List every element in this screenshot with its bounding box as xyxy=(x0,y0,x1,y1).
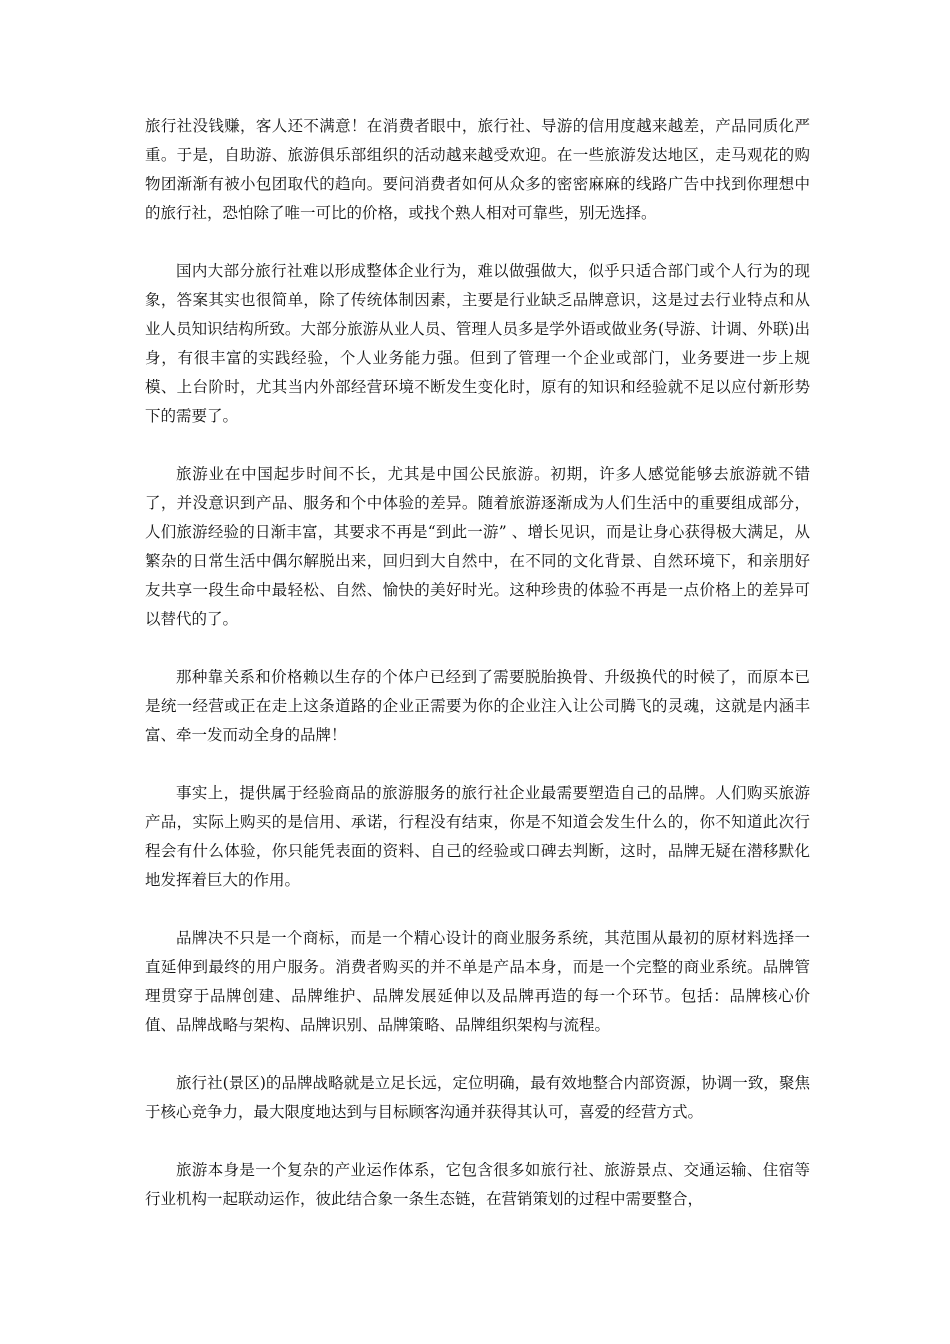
paragraph-2: 国内大部分旅行社难以形成整体企业行为，难以做强做大，似乎只适合部门或个人行为的现象，答案其实也很简单，除了传统体制因素，主要是行业缺乏品牌意识，这是过去行业特点和从业人员知识结构所致。大部分旅游从业人员、管理人员多是学外语或做业务(导游、计调、外联)出身，有很丰富的实践经验，个人业务能力强。但到了管理一个企业或部门，业务要进一步上规模、上台阶时，尤其当内外部经营环境不断发生变化时，原有的知识和经验就不足以应付新形势下的需要了。 xyxy=(145,262,810,425)
paragraph-5: 事实上，提供属于经验商品的旅游服务的旅行社企业最需要塑造自己的品牌。人们购买旅游产品，实际上购买的是信用、承诺，行程没有结束，你是不知道会发生什么的，你不知道此次行程会有什么体验，你只能凭表面的资料、自己的经验或口碑去判断，这时，品牌无疑在潜移默化地发挥着巨大的作用。 xyxy=(145,784,810,889)
document-page xyxy=(145,112,810,1243)
paragraph-4: 那种靠关系和价格赖以生存的个体户已经到了需要脱胎换骨、升级换代的时候了，而原本已是统一经营或正在走上这条道路的企业正需要为你的企业注入让公司腾飞的灵魂，这就是内涵丰富、牵一发而动全身的品牌！ xyxy=(145,668,810,744)
paragraph-7: 旅行社(景区)的品牌战略就是立足长远，定位明确，最有效地整合内部资源，协调一致，聚焦于核心竞争力，最大限度地达到与目标顾客沟通并获得其认可，喜爱的经营方式。 xyxy=(145,1074,810,1121)
paragraph-3: 旅游业在中国起步时间不长，尤其是中国公民旅游。初期，许多人感觉能够去旅游就不错了，并没意识到产品、服务和个中体验的差异。随着旅游逐渐成为人们生活中的重要组成部分，人们旅游经验的日渐丰富，其要求不再是“到此一游” 、增长见识，而是让身心获得极大满足，从繁杂的日常生活中偶尔解脱出来，回归到大自然中，在不同的文化背景、自然环境下，和亲朋好友共享一段生命中最轻松、自然、愉快的美好时光。这种珍贵的体验不再是一点价格上的差异可以替代的了。 xyxy=(145,465,810,628)
paragraph-6: 品牌决不只是一个商标，而是一个精心设计的商业服务系统，其范围从最初的原材料选择一直延伸到最终的用户服务。消费者购买的并不单是产品本身，而是一个完整的商业系统。品牌管理贯穿于品牌创建、品牌维护、品牌发展延伸以及品牌再造的每一个环节。包括：品牌核心价值、品牌战略与架构、品牌识别、品牌策略、品牌组织架构与流程。 xyxy=(145,929,810,1034)
paragraph-8: 旅游本身是一个复杂的产业运作体系，它包含很多如旅行社、旅游景点、交通运输、住宿等行业机构一起联动运作，彼此结合象一条生态链，在营销策划的过程中需要整合， xyxy=(145,1161,810,1208)
paragraph-1: 旅行社没钱赚，客人还不满意！在消费者眼中，旅行社、导游的信用度越来越差，产品同质化严重。于是，自助游、旅游俱乐部组织的活动越来越受欢迎。在一些旅游发达地区，走马观花的购物团渐渐有被小包团取代的趋向。要问消费者如何从众多的密密麻麻的线路广告中找到你理想中的旅行社，恐怕除了唯一可比的价格，或找个熟人相对可靠些，别无选择。 xyxy=(145,117,810,222)
